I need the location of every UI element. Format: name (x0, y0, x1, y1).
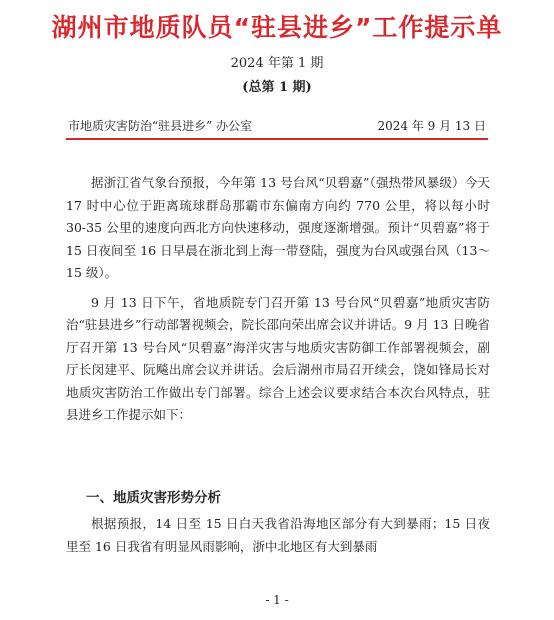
page-number: - 1 - (265, 593, 289, 607)
document-title: 湖州市地质队员“驻县进乡”工作提示单 (51, 13, 503, 42)
issuing-office: 市地质灾害防治“驻县进乡” 办公室 (68, 119, 253, 133)
section-body (66, 513, 490, 558)
body-text (66, 172, 490, 434)
total-issue-number: (总第 1 期) (242, 80, 312, 95)
paragraph-analysis: 根据预报，14 日至 15 日白天我省沿海地区部分有大到暴雨；15 日夜里至 16 日我省有明显风雨影响，浙中北地区有大到暴雨 (66, 516, 490, 554)
section-heading: 一、地质灾害形势分析 (86, 490, 221, 506)
red-divider (66, 138, 488, 140)
issue-date: 2024 年 9 月 13 日 (377, 119, 486, 133)
issue-number: 2024 年第 1 期 (230, 56, 324, 71)
paragraph-meetings: 9 月 13 日下午，省地质院专门召开第 13 号台风“贝碧嘉”地质灾害防治“驻县进乡”行动部署视频会，院长邵向荣出席会议并讲话。9 月 13 日晚省厅召开第 13 号台风“贝碧嘉”海洋灾害与地质灾害防御工作部署视频会，副厅长闵建平、阮飚出席会议并讲话。会后湖州市局召开续会，饶如锋局长对地质灾害防治工作做出专门部署。综合上述会议要求结合本次台风特点，驻县进乡工作提示如下： (66, 294, 490, 422)
issuer-row (68, 117, 486, 135)
paragraph-forecast: 据浙江省气象台预报，今年第 13 号台风“贝碧嘉”（强热带风暴级）今天 17 时中心位于距离琉球群岛那霸市东偏南方向约 770 公里，将以每小时 30-35 公里的速度向西北方向快速移动，强度逐渐增强。预计“贝碧嘉”将于 15 日夜间至 16 日早晨在浙北到上海一带登陆，强度为台风或强台风（13～15 级）。 (66, 175, 490, 280)
